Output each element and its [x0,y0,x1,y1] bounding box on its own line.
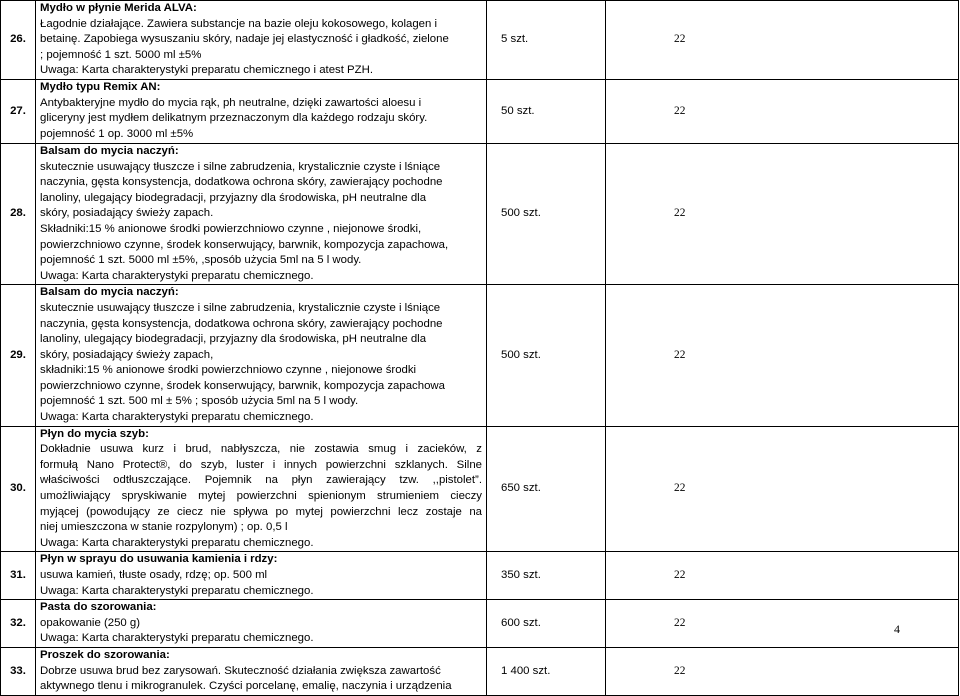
item-vat-rate: 22 [606,143,959,284]
item-title: Płyn w sprayu do usuwania kamienia i rdzy: [40,553,278,566]
item-quantity: 5 szt. [487,1,606,80]
item-title: Balsam do mycia naczyń: [40,144,179,157]
description-line: Uwaga: Karta charakterystyki preparatu chemicznego. [40,411,314,424]
page-number: 4 [894,622,900,636]
item-title: Proszek do szorowania: [40,648,170,661]
description-line: Dokładnie usuwa kurz i brud, nabłyszcza, nie zostawia smug i zacieków, z [40,443,482,456]
description-line: skóry, posiadający świeży zapach, [40,348,214,361]
table-row [1,426,959,552]
row-number: 29. [1,285,36,426]
description-line: umożliwiający spryskiwanie mytej powierzchni spienionym strumieniem cieczy [40,490,482,503]
description-line: skóry, posiadający świeży zapach. [40,207,214,220]
description-line: powierzchniowo czynne, środek konserwujący, barwnik, kompozycja zapachowa [40,379,445,392]
item-title: Płyn do mycia szyb: [40,427,149,440]
description-line: aktywnego tlenu i mikrogranulek. Czyści porcelanę, emalię, naczynia i urządzenia [40,680,452,693]
row-number: 26. [1,1,36,80]
item-vat-rate: 22 [606,600,959,648]
description-line: Składniki:15 % anionowe środki powierzchniowo czynne , niejonowe środki, [40,222,422,235]
item-description [36,552,487,600]
item-description [36,1,487,80]
item-description [36,647,487,695]
item-description [36,285,487,426]
item-description [36,426,487,552]
item-quantity: 500 szt. [487,285,606,426]
item-vat-rate: 22 [606,285,959,426]
description-line: usuwa kamień, tłuste osady, rdzę; op. 500 ml [40,569,268,581]
description-line: pojemność 1 szt. 500 ml ± 5% ; sposób użycia 5ml na 5 l wody. [40,395,359,408]
item-quantity: 600 szt. [487,600,606,648]
table-row [1,143,959,284]
description-line: Dobrze usuwa brud bez zarysowań. Skuteczność działania zwiększa zawartość [40,664,441,677]
description-line: skutecznie usuwający tłuszcze i silne zabrudzenia, krystalicznie czyste i lśniące [40,301,441,314]
table-row [1,647,959,695]
row-number: 31. [1,552,36,600]
item-quantity: 350 szt. [487,552,606,600]
row-number: 32. [1,600,36,648]
row-number: 33. [1,647,36,695]
item-vat-rate: 22 [606,426,959,552]
item-description [36,79,487,143]
row-number: 28. [1,143,36,284]
table-row [1,285,959,426]
description-line: Uwaga: Karta charakterystyki preparatu chemicznego. [40,632,314,645]
table-body [1,1,959,696]
item-vat-rate: 22 [606,79,959,143]
table-row [1,600,959,648]
description-line: składniki:15 % anionowe środki powierzchniowo czynne , niejonowe środki [40,364,417,377]
description-line: powierzchniowo czynne, środek konserwujący, barwnik, kompozycja zapachowa, [40,238,449,251]
item-title: Mydło typu Remix AN: [40,81,161,94]
row-number: 30. [1,426,36,552]
description-line: Uwaga: Karta charakterystyki preparatu chemicznego. [40,584,314,597]
description-line: gliceryny jest mydłem delikatnym przeznaczonym dla każdego rodzaju skóry. [40,112,428,125]
item-vat-rate: 22 [606,552,959,600]
description-line: opakowanie (250 g) [40,616,141,629]
item-quantity: 50 szt. [487,79,606,143]
item-vat-rate: 22 [606,647,959,695]
item-quantity: 1 400 szt. [487,647,606,695]
description-line: Uwaga: Karta charakterystyki preparatu chemicznego i atest PZH. [40,64,374,77]
description-line: Uwaga: Karta charakterystyki preparatu chemicznego. [40,269,314,282]
item-quantity: 500 szt. [487,143,606,284]
description-line: Uwaga: Karta charakterystyki preparatu chemicznego. [40,536,314,549]
description-line: ; pojemność 1 szt. 5000 ml ±5% [40,48,202,61]
item-vat-rate: 22 [606,1,959,80]
description-line: naczynia, gęsta konsystencja, dodatkowa ochrona skóry, zawierający pochodne [40,317,443,330]
table-row [1,79,959,143]
table-row [1,1,959,80]
table-row [1,552,959,600]
description-line: formułą Nano Protect®, do szyb, luster i innych powierzchni szklanych. Silne [40,458,482,471]
description-line: naczynia, gęsta konsystencja, dodatkowa ochrona skóry, zawierający pochodne [40,176,443,189]
description-line: lanoliny, ulegający biodegradacji, przyjazny dla środowiska, pH neutralne dla [40,191,427,204]
description-line: skutecznie usuwający tłuszcze i silne zabrudzenia, krystalicznie czyste i lśniące [40,160,441,173]
item-title: Mydło w płynie Merida ALVA: [40,2,197,14]
description-line: myjącej (powodujący ze ciecz nie spływa po mytej powierzchni lecz zostaje na [40,505,482,518]
description-line: pojemność 1 szt. 5000 ml ±5%, ,sposób użycia 5ml na 5 l wody. [40,254,362,267]
item-title: Pasta do szorowania: [40,601,157,614]
description-line: niej umieszczona w stanie rozpylonym) ; op. 0,5 l [40,521,288,534]
description-line: lanoliny, ulegający biodegradacji, przyjazny dla środowiska, pH neutralne dla [40,333,427,346]
item-quantity: 650 szt. [487,426,606,552]
description-line: Łagodnie działające. Zawiera substancje na bazie oleju kokosowego, kolagen i [40,17,438,30]
item-title: Balsam do mycia naczyń: [40,286,179,299]
item-description [36,600,487,648]
description-line: betainę. Zapobiega wysuszaniu skóry, nadaje jej elastyczność i gładkość, zielone [40,33,449,46]
description-line: Antybakteryjne mydło do mycia rąk, ph neutralne, dzięki zawartości aloesu i [40,96,422,109]
description-line: właściwości odtłuszczające. Pojemnik na płyn zawierający tzw. ,,pistolet”. [40,474,482,487]
item-description [36,143,487,284]
row-number: 27. [1,79,36,143]
description-line: pojemność 1 op. 3000 ml ±5% [40,128,194,141]
